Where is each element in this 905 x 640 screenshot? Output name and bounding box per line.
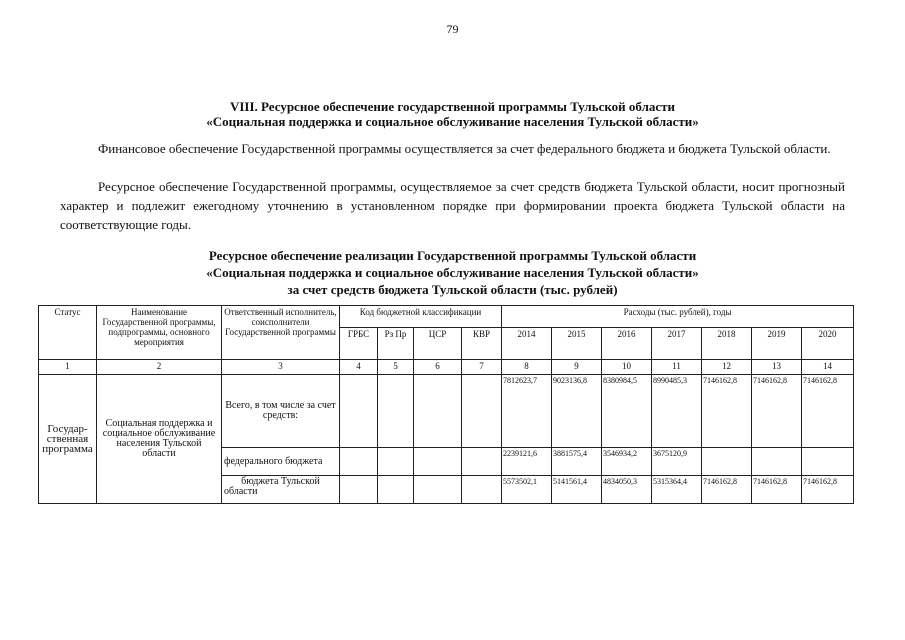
section-title-line: «Социальная поддержка и социальное обслуживание населения Тульской области» <box>206 114 699 129</box>
table-title <box>60 247 845 298</box>
program-name-cell: Социальная поддержка и социальное обслуживание населения Тульской области <box>97 375 222 504</box>
column-number: 4 <box>340 360 378 375</box>
paragraph <box>60 139 845 158</box>
code-cell <box>414 448 462 476</box>
column-number-row <box>39 360 854 375</box>
column-number: 5 <box>378 360 414 375</box>
value-cell: 7146162,8 <box>702 375 752 448</box>
header-code: ГРБС <box>340 328 378 360</box>
value-cell <box>752 448 802 476</box>
code-cell <box>340 375 378 448</box>
column-number: 6 <box>414 360 462 375</box>
column-number: 14 <box>802 360 854 375</box>
value-cell: 7812623,7 <box>502 375 552 448</box>
header-expenses: Расходы (тыс. рублей), годы <box>502 306 854 328</box>
value-cell <box>802 448 854 476</box>
value-cell: 3675120,9 <box>652 448 702 476</box>
paragraph <box>60 177 845 234</box>
column-number: 9 <box>552 360 602 375</box>
header-code: ЦСР <box>414 328 462 360</box>
value-cell: 3546934,2 <box>602 448 652 476</box>
value-cell: 7146162,8 <box>802 375 854 448</box>
value-cell: 4834050,3 <box>602 476 652 504</box>
table-title-line: «Социальная поддержка и социальное обслуживание населения Тульской области» <box>206 265 699 280</box>
resource-table <box>38 305 854 504</box>
value-cell: 7146162,8 <box>702 476 752 504</box>
header-name: Наименование Государственной программы, подпрограммы, основного мероприятия <box>97 306 222 360</box>
value-cell: 7146162,8 <box>752 476 802 504</box>
code-cell <box>378 375 414 448</box>
header-year: 2016 <box>602 328 652 360</box>
header-year: 2020 <box>802 328 854 360</box>
value-cell: 9023136,8 <box>552 375 602 448</box>
table-row <box>39 375 854 448</box>
code-cell <box>462 375 502 448</box>
value-cell: 7146162,8 <box>752 375 802 448</box>
column-number: 8 <box>502 360 552 375</box>
header-budget-code: Код бюджетной классификации <box>340 306 502 328</box>
header-year: 2018 <box>702 328 752 360</box>
value-cell: 5573502,1 <box>502 476 552 504</box>
section-title <box>60 99 845 129</box>
column-number: 13 <box>752 360 802 375</box>
column-number: 1 <box>39 360 97 375</box>
header-status: Статус <box>39 306 97 360</box>
paragraph-text: Финансовое обеспечение Государственной программы осуществляется за счет федерального бюджета и бюджета Тульской области. <box>98 141 831 156</box>
value-cell: 3881575,4 <box>552 448 602 476</box>
value-cell <box>702 448 752 476</box>
table-title-line: за счет средств бюджета Тульской области (тыс. рублей) <box>287 282 618 297</box>
code-cell <box>462 476 502 504</box>
column-number: 3 <box>222 360 340 375</box>
column-number: 12 <box>702 360 752 375</box>
header-code: КВР <box>462 328 502 360</box>
header-executor: Ответственный исполнитель, соисполнители Государственной программы <box>222 306 340 360</box>
value-cell: 8380984,5 <box>602 375 652 448</box>
column-number: 7 <box>462 360 502 375</box>
executor-cell: бюджета Тульской области <box>222 476 340 504</box>
header-year: 2015 <box>552 328 602 360</box>
table-title-line: Ресурсное обеспечение реализации Государственной программы Тульской области <box>208 248 697 263</box>
value-cell: 7146162,8 <box>802 476 854 504</box>
value-cell: 2239121,6 <box>502 448 552 476</box>
header-year: 2017 <box>652 328 702 360</box>
executor-cell: Всего, в том числе за счет средств: <box>222 375 340 448</box>
page-number: 79 <box>446 22 459 36</box>
code-cell <box>378 476 414 504</box>
code-cell <box>340 476 378 504</box>
value-cell: 5141561,4 <box>552 476 602 504</box>
header-year: 2014 <box>502 328 552 360</box>
header-year: 2019 <box>752 328 802 360</box>
value-cell: 5315364,4 <box>652 476 702 504</box>
column-number: 10 <box>602 360 652 375</box>
column-number: 2 <box>97 360 222 375</box>
code-cell <box>340 448 378 476</box>
column-number: 11 <box>652 360 702 375</box>
value-cell: 8990485,3 <box>652 375 702 448</box>
section-title-line: VIII. Ресурсное обеспечение государственной программы Тульской области <box>229 99 676 114</box>
paragraph-text: Ресурсное обеспечение Государственной программы, осуществляемое за счет средств бюджета Тульской области, носит прогнозный характер и подлежит ежегодному уточнению в установленном порядке при формировании проекта бюджета Тульской области на соответствующие годы. <box>60 179 845 232</box>
executor-cell: федерального бюджета <box>222 448 340 476</box>
code-cell <box>414 375 462 448</box>
code-cell <box>378 448 414 476</box>
code-cell <box>414 476 462 504</box>
header-code: Рз Пр <box>378 328 414 360</box>
status-cell: Государ-ственная программа <box>39 375 97 504</box>
code-cell <box>462 448 502 476</box>
